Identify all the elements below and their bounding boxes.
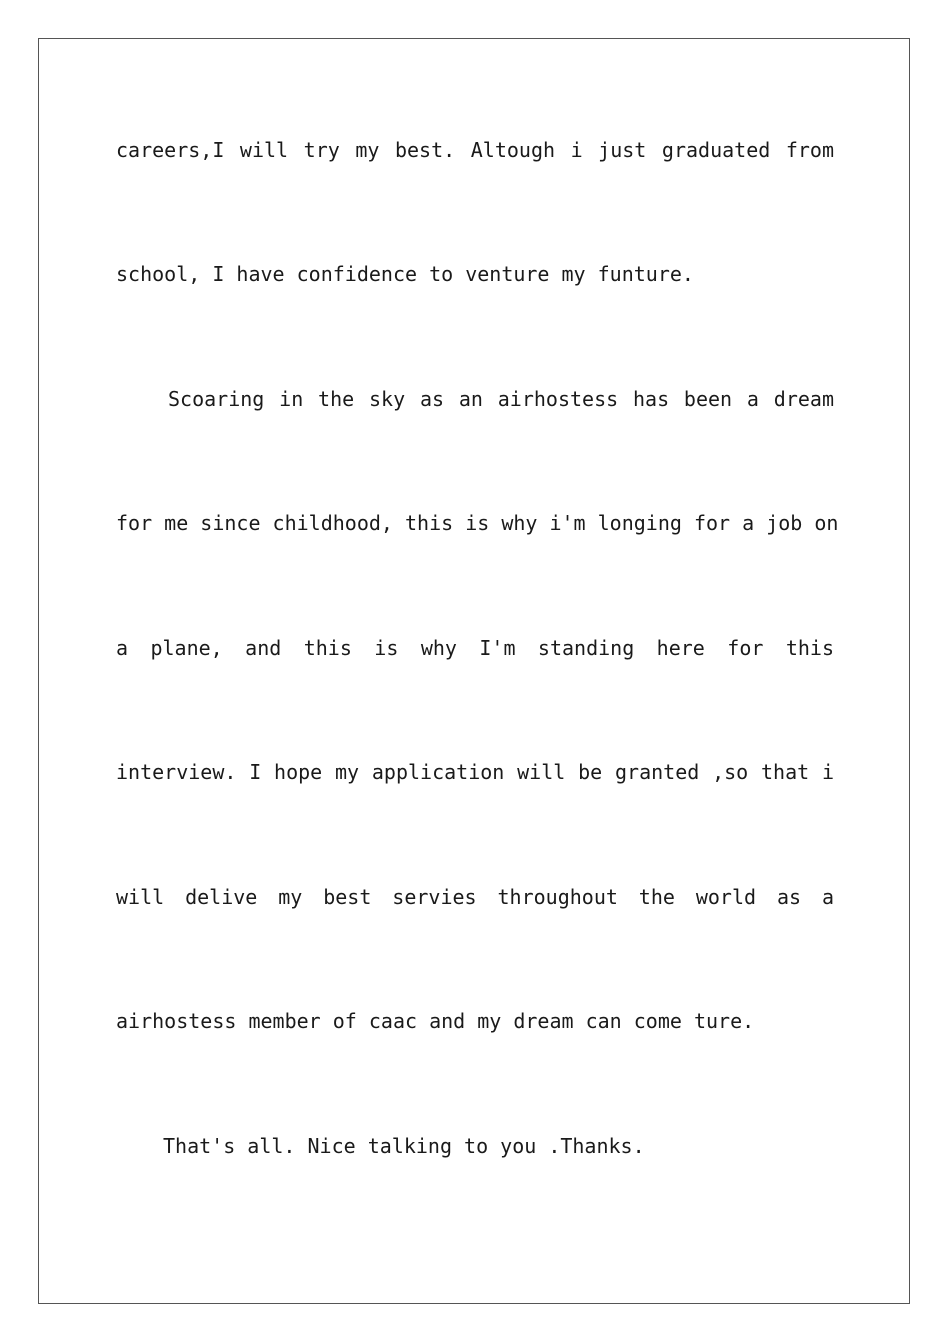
text-line: airhostess member of caac and my dream can come ture. [116,1009,755,1033]
page-border [38,38,910,1304]
text-line: a plane, and this is why I'm standing here for this [116,636,834,660]
text-line: school, I have confidence to venture my funture. [116,262,694,286]
text-line: for me since childhood, this is why i'm longing for a job on [116,511,839,535]
text-line: interview. I hope my application will be granted ,so that i [116,760,834,784]
closing-line: That's all. Nice talking to you .Thanks. [163,1134,645,1158]
text-line: careers,I will try my best. Altough i just graduated from [116,138,834,162]
paragraph-start-line: Scoaring in the sky as an airhostess has been a dream [168,387,834,411]
text-line: will delive my best servies throughout the world as a [116,885,834,909]
